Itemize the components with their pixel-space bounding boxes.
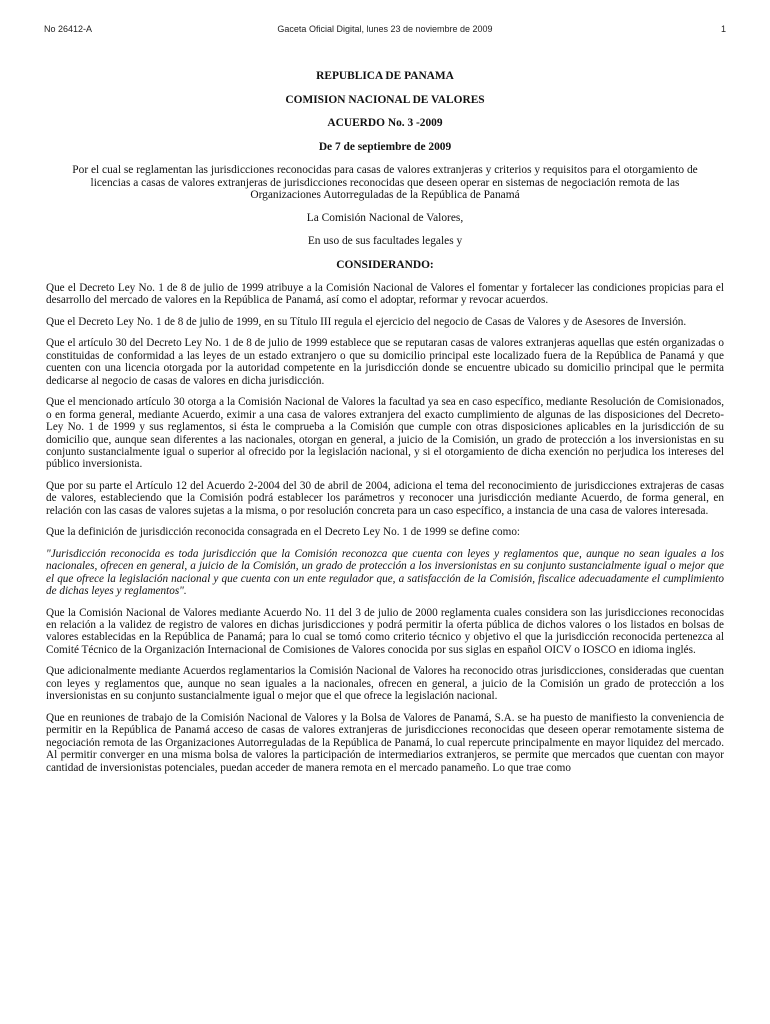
recital-paragraph: Que en reuniones de trabajo de la Comisión Nacional de Valores y la Bolsa de Valores de Panamá, S.A. se ha puesto de manifiesto la conveniencia de permitir en la República de Panamá acceso de casas de valores extranjeras de jurisdicciones reconocidas que deseen operar remotamente sistema de negociación remota de las Organizaciones Autorreguladas de la República de Panamá, lo cual repercute principalmente en mayor liquidez del mercado. Al permitir converger en una misma bolsa de valores la participación de intermediarios extranjeros, se permite que mercados que cuentan con mayor cantidad de inversionistas potenciales, puedan acceder de manera remota en el mercado panameño. Lo que trae como bbox=[46, 711, 724, 774]
document-body bbox=[46, 70, 724, 774]
recital-paragraph: Que el artículo 30 del Decreto Ley No. 1 de 8 de julio de 1999 establece que se reputaran casas de valores extranjeras aquellas que estén organizadas o constituidas de conformidad a las leyes de un estado extranjero o que su domicilio principal este localizado fuera de la República de Panamá y que cuenten con una licencia otorgada por la autoridad competente en la jurisdicción donde se encuentre ubicado su domicilio principal que le permita dedicarse al negocio de casas de valores en dicha jurisdicción. bbox=[46, 337, 724, 387]
considering-heading: CONSIDERANDO: bbox=[336, 258, 434, 271]
page-number: 1 bbox=[720, 24, 726, 34]
recital-paragraph: Que el Decreto Ley No. 1 de 8 de julio de 1999 atribuye a la Comisión Nacional de Valores el fomentar y fortalecer las condiciones propicias para el desarrollo del mercado de valores en la República de Panamá, así como el adoptar, reformar y revocar acuerdos. bbox=[46, 282, 724, 307]
recital-paragraph: Que adicionalmente mediante Acuerdos reglamentarios la Comisión Nacional de Valores ha reconocido otras jurisdicciones, consideradas que cuentan con leyes y reglamentos que, aunque no sean iguales a la nacionales, ofrecen en general, a juicio de la Comisión un grado de protección a los inversionistas en su conjunto sustancialmente igual o mejor que el que ofrece la legislación nacional. bbox=[46, 665, 724, 703]
running-header bbox=[44, 24, 726, 38]
faculties-line: En uso de sus facultades legales y bbox=[307, 235, 463, 247]
agreement-number: ACUERDO No. 3 -2009 bbox=[327, 117, 443, 129]
definition-quote: "Jurisdicción reconocida es toda jurisdicción que la Comisión reconozca que cuenta con leyes y reglamentos que, aunque no sean iguales a los nacionales, ofrecen en general, a juicio de la Comisión, un grado de protección a los inversionistas en su conjunto sustancialmente igual o mejor que el que ofrece la legislación nacional y que cuenta con un ente regulador que, a satisfacción de la Comisión, fiscalice adecuadamente el cumplimiento de dichas leyes y reglamentos". bbox=[46, 547, 724, 598]
commission-heading: COMISION NACIONAL DE VALORES bbox=[285, 93, 485, 106]
recital-paragraph: Que la Comisión Nacional de Valores mediante Acuerdo No. 11 del 3 de julio de 2000 reglamenta cuales considera son las jurisdicciones reconocidas en relación a la validez de registro de valores en dichas jurisdicciones y podrá permitir la oferta pública de dichos valores o los listados en bolsas de valores establecidas en la República de Panamá; para lo cual se tomó como criterio técnico y objetivo el que la jurisdicción reconocida pertenezca al Comité Técnico de la Organización Internacional de Comisiones de Valores conocida por sus siglas en español OICV o IOSCO en idioma inglés. bbox=[46, 606, 724, 656]
agreement-date: De 7 de septiembre de 2009 bbox=[318, 140, 452, 153]
agreement-summary: Por el cual se reglamentan las jurisdicciones reconocidas para casas de valores extranjeras y criterios y requisitos para el otorgamiento de licencias a casas de valores extranjeras de jurisdicciones reconocidas que deseen operar en sistemas de negociación remota de las Organizaciones Autorreguladas de la República de Panamá bbox=[72, 164, 698, 201]
recital-paragraph: Que por su parte el Artículo 12 del Acuerdo 2-2004 del 30 de abril de 2004, adiciona el tema del reconocimiento de jurisdicciones extrajeras de casas de valores, estableciendo que la Comisión podrá establecer los parámetros y reconocer una jurisdicción mediante Acuerdo, de forma general, en relación con las casas de valores sujetas a la misma, o por resolución concreta para un caso específico, a instancia de una casa de valores interesada. bbox=[46, 479, 724, 517]
recital-paragraph: Que el mencionado artículo 30 otorga a la Comisión Nacional de Valores la facultad ya sea en caso específico, mediante Resolución de Comisionados, o en forma general, mediante Acuerdo, eximir a una casa de valores extranjera del exacto cumplimiento de algunas de las disposiciones del Decreto-Ley No. 1 de 1999 y sus reglamentos, si ésta le comprueba a la Comisión que cumple con otras disposiciones aplicables en la jurisdicción de su domicilio que, aunque sean diferentes a las nacionales, otorgan en general, a juicio de la Comisión, un grado de protección a los inversionistas en su conjunto sustancialmente igual o superior al ofrecido por la legislación nacional, y si el otorgamiento de dicha exención no perjudica los intereses del público inversionista. bbox=[46, 396, 724, 471]
gazette-number: No 26412-A bbox=[44, 24, 93, 34]
gazette-title-date: Gaceta Oficial Digital, lunes 23 de noviembre de 2009 bbox=[277, 24, 493, 34]
recital-paragraph: Que el Decreto Ley No. 1 de 8 de julio de 1999, en su Título III regula el ejercicio del negocio de Casas de Valores y de Asesores de Inversión. bbox=[46, 315, 687, 328]
recital-paragraph: Que la definición de jurisdicción reconocida consagrada en el Decreto Ley No. 1 de 1999 se define como: bbox=[46, 526, 521, 539]
republic-heading: REPUBLICA DE PANAMA bbox=[316, 70, 454, 82]
issuer-line: La Comisión Nacional de Valores, bbox=[306, 211, 464, 224]
